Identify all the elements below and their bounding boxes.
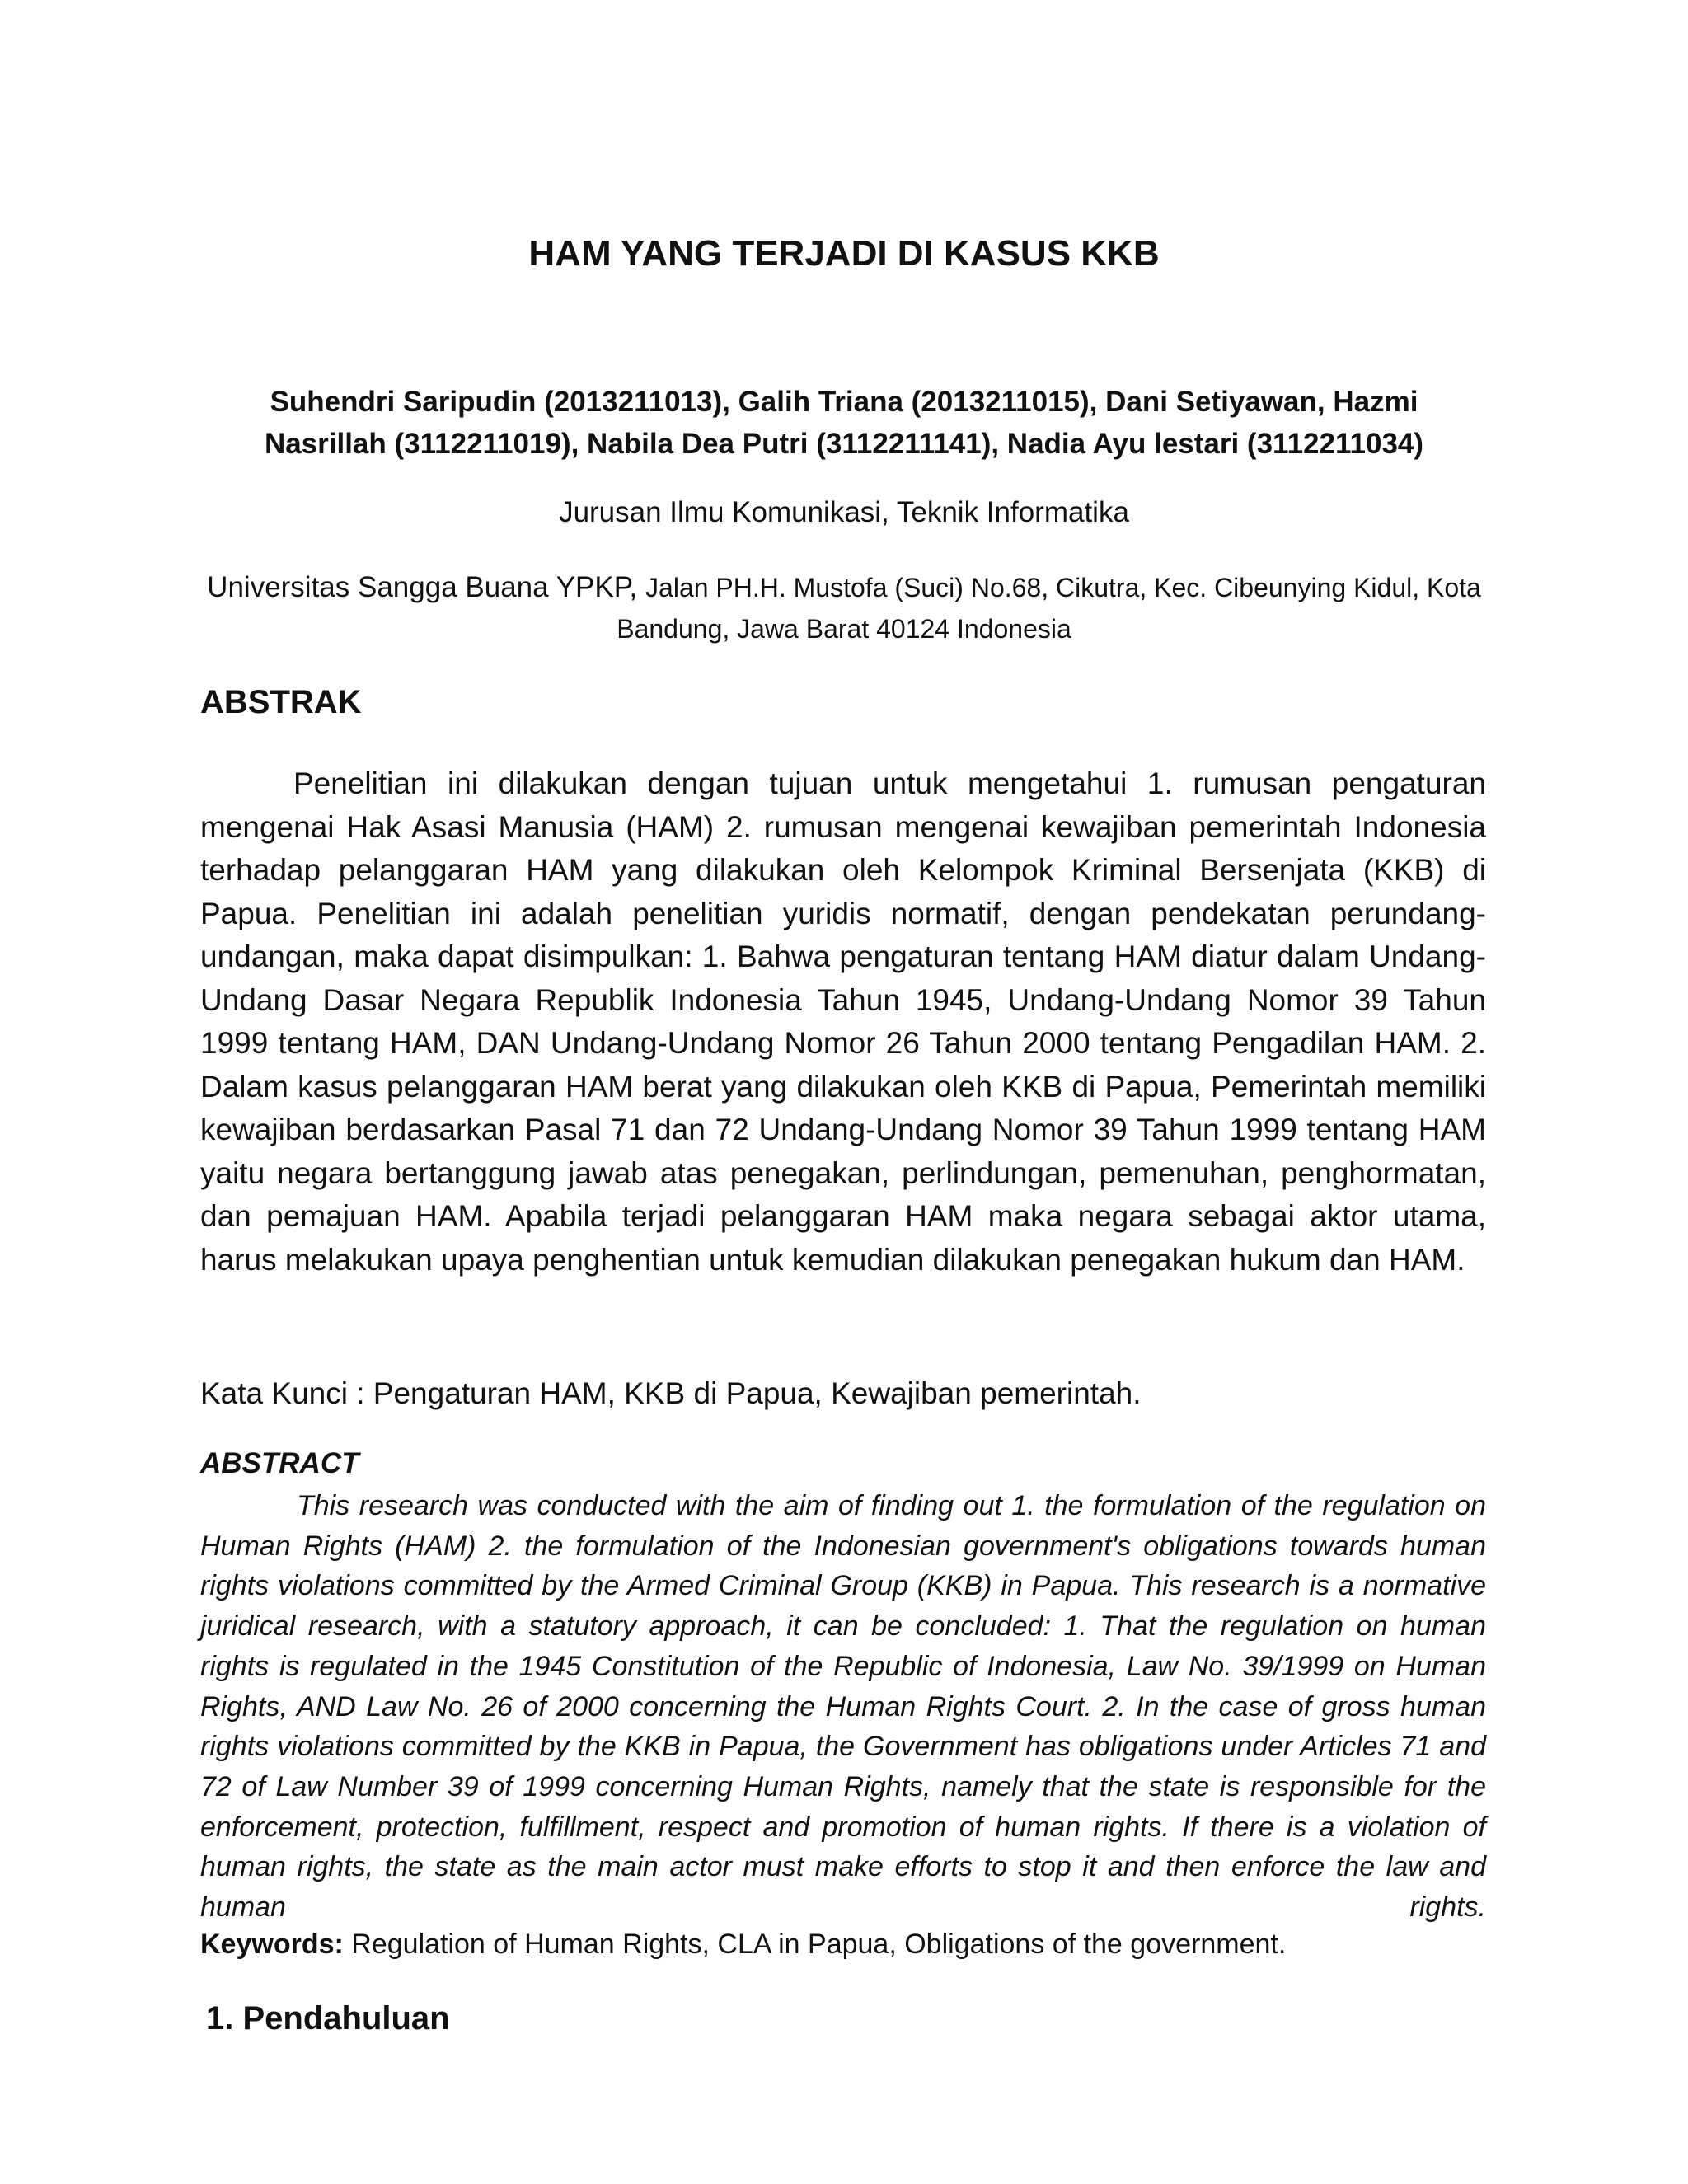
keywords-label: Keywords: [200, 1929, 344, 1960]
abstract-keywords [200, 1924, 1486, 1964]
abstrak-keywords: Kata Kunci : Pengaturan HAM, KKB di Papua, Kewajiban pemerintah. [200, 1376, 1142, 1410]
author-list: Suhendri Saripudin (2013211013), Galih Triana (2013211015), Dani Setiyawan, Hazmi Nasrillah (3112211019), Nabila Dea Putri (3112211141), Nadia Ayu lestari (3112211034) [264, 386, 1424, 460]
abstract-heading: ABSTRACT [200, 1447, 359, 1479]
affiliation [190, 567, 1498, 649]
keywords-text: Regulation of Human Rights, CLA in Papua, Obligations of the government. [351, 1929, 1287, 1960]
university-name: Universitas Sangga Buana YPKP, [207, 571, 638, 603]
department: Jurusan Ilmu Komunikasi, Teknik Informatika [559, 496, 1129, 528]
section-heading-pendahuluan: 1. Pendahuluan [206, 2000, 450, 2036]
abstract-body: This research was conducted with the aim of finding out 1. the formulation of the regulation on Human Rights (HAM) 2. the formulation of the Indonesian government's obligations towards human rights violations committed by the Armed Criminal Group (KKB) in Papua. This research is a normative juridical research, with a statutory approach, it can be concluded: 1. That the regulation on human rights is regulated in the 1945 Constitution of the Republic of Indonesia, Law No. 39/1999 on Human Rights, AND Law No. 26 of 2000 concerning the Human Rights Court. 2. In the case of gross human rights violations committed by the KKB in Papua, the Government has obligations under Articles 71 and 72 of Law Number 39 of 1999 concerning Human Rights, namely that the state is responsible for the enforcement, protection, fulfillment, respect and promotion of human rights. If there is a violation of human rights, the state as the main actor must make efforts to stop it and then enforce the law and human rights. [200, 1490, 1486, 1924]
abstrak-heading: ABSTRAK [200, 684, 362, 720]
university-address: Jalan PH.H. Mustofa (Suci) No.68, Cikutra, Kec. Cibeunying Kidul, Kota Bandung, Jawa Barat 40124 Indonesia [617, 573, 1481, 644]
paper-title: HAM YANG TERJADI DI KASUS KKB [528, 233, 1160, 274]
abstrak-body: Penelitian ini dilakukan dengan tujuan untuk mengetahui 1. rumusan pengaturan mengenai Hak Asasi Manusia (HAM) 2. rumusan mengenai kewajiban pemerintah Indonesia terhadap pelanggaran HAM yang dilakukan oleh Kelompok Kriminal Bersenjata (KKB) di Papua. Penelitian ini adalah penelitian yuridis normatif, dengan pendekatan perundang-undangan, maka dapat disimpulkan: 1. Bahwa pengaturan tentang HAM diatur dalam Undang-Undang Dasar Negara Republik Indonesia Tahun 1945, Undang-Undang Nomor 39 Tahun 1999 tentang HAM, DAN Undang-Undang Nomor 26 Tahun 2000 tentang Pengadilan HAM. 2. Dalam kasus pelanggaran HAM berat yang dilakukan oleh KKB di Papua, Pemerintah memiliki kewajiban berdasarkan Pasal 71 dan 72 Undang-Undang Nomor 39 Tahun 1999 tentang HAM yaitu negara bertanggung jawab atas penegakan, perlindungan, pemenuhan, penghormatan, dan pemajuan HAM. Apabila terjadi pelanggaran HAM maka negara sebagai aktor utama, harus melakukan upaya penghentian untuk kemudian dilakukan penegakan hukum dan HAM. [200, 766, 1486, 1277]
